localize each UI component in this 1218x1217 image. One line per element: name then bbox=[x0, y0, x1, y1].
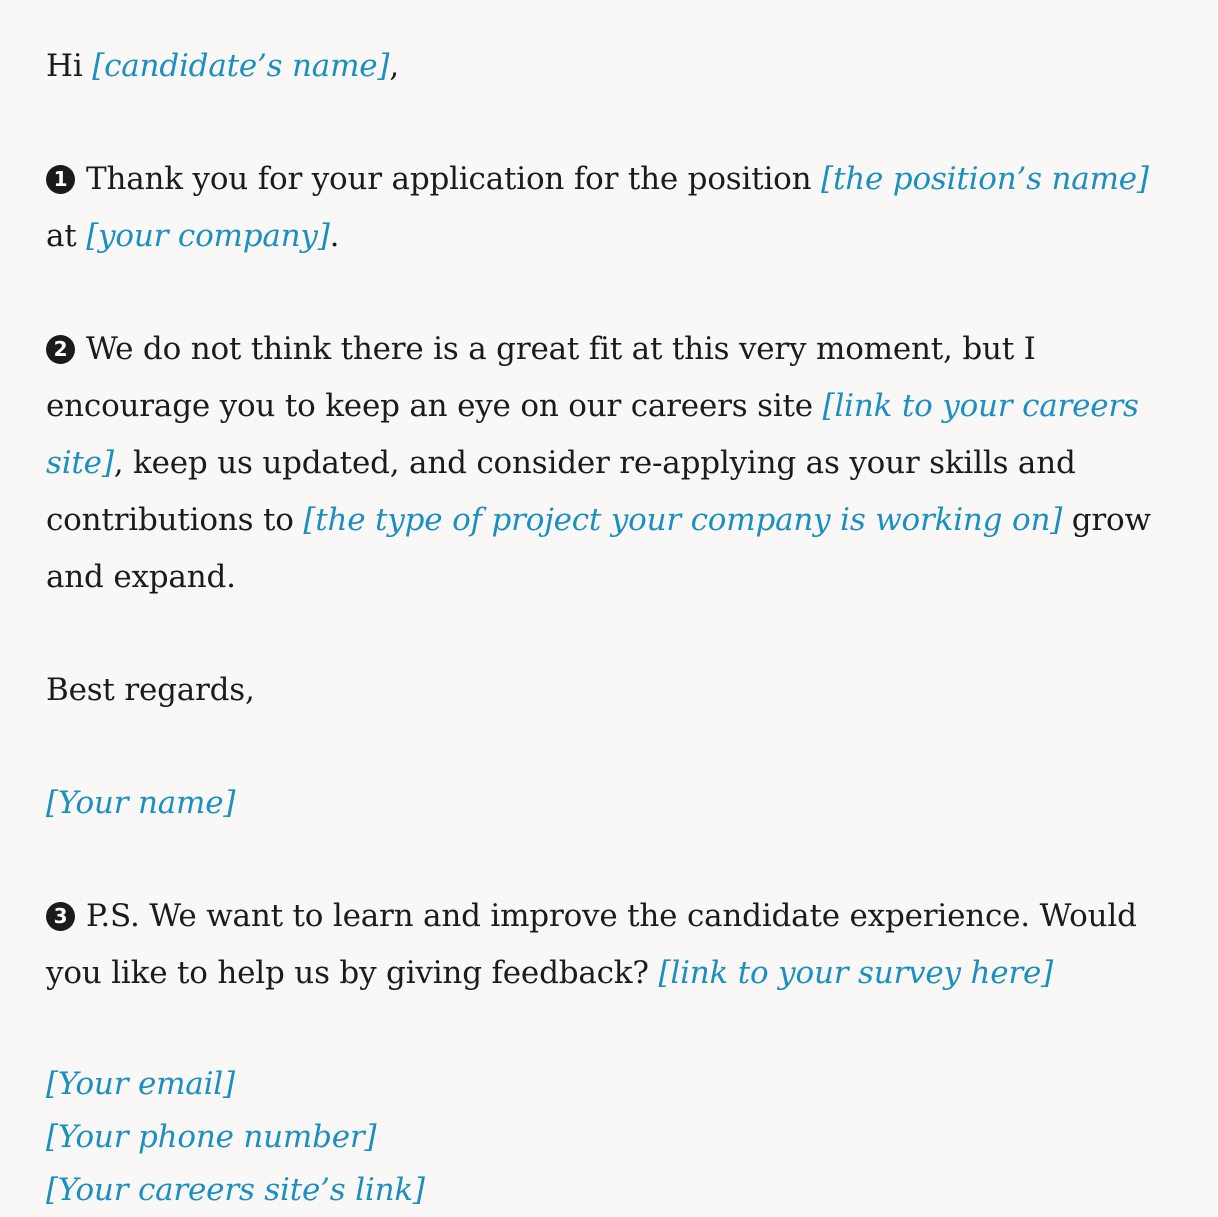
postscript-text: P.S. We want to learn and improve the candidate experience. Would you like to help us by giving feedback? bbox=[46, 898, 1137, 991]
email-placeholder: [Your email] bbox=[46, 1066, 235, 1102]
spacer bbox=[46, 719, 1186, 775]
number-3-badge-icon: 3 bbox=[46, 902, 75, 931]
paragraph-2-text-b: , keep us updated, and consider re-applying as your skills and contributions to bbox=[46, 445, 1076, 538]
paragraph-1-text-b: at bbox=[46, 218, 87, 254]
greeting-line bbox=[46, 38, 1186, 95]
spacer bbox=[46, 265, 1186, 321]
email-template bbox=[46, 38, 1186, 1217]
careers-site-link-placeholder: [Your careers site’s link] bbox=[46, 1172, 425, 1208]
paragraph-2-text-c: grow and expand. bbox=[46, 502, 1151, 595]
paragraph-1-text-a: Thank you for your application for the position bbox=[86, 161, 822, 197]
spacer bbox=[46, 95, 1186, 151]
paragraph-1-text-c: . bbox=[329, 218, 340, 254]
phone-placeholder: [Your phone number] bbox=[46, 1119, 377, 1155]
number-2-badge-icon: 2 bbox=[46, 335, 75, 364]
spacer bbox=[46, 1002, 1186, 1058]
paragraph-2 bbox=[46, 321, 1186, 606]
candidate-name-placeholder: [candidate’s name] bbox=[92, 48, 390, 84]
project-type-placeholder: [the type of project your company is working on] bbox=[303, 502, 1063, 538]
paragraph-1 bbox=[46, 151, 1186, 265]
your-name-placeholder: [Your name] bbox=[46, 785, 236, 821]
position-name-placeholder: [the position’s name] bbox=[821, 161, 1149, 197]
spacer bbox=[46, 606, 1186, 662]
greeting-comma: , bbox=[389, 48, 399, 84]
spacer bbox=[46, 832, 1186, 888]
careers-link-placeholder: [link to your careers site] bbox=[46, 388, 1139, 481]
signature-block bbox=[46, 1058, 1186, 1217]
survey-link-placeholder: [link to your survey here] bbox=[658, 955, 1054, 991]
paragraph-2-text-a: We do not think there is a great fit at this very moment, but I encourage you to keep an eye on our careers site bbox=[46, 331, 1036, 424]
company-placeholder: [your company] bbox=[86, 218, 330, 254]
number-1-badge-icon: 1 bbox=[46, 165, 75, 194]
postscript bbox=[46, 888, 1186, 1002]
closing-line: Best regards, bbox=[46, 672, 255, 708]
greeting-hi: Hi bbox=[46, 48, 83, 84]
